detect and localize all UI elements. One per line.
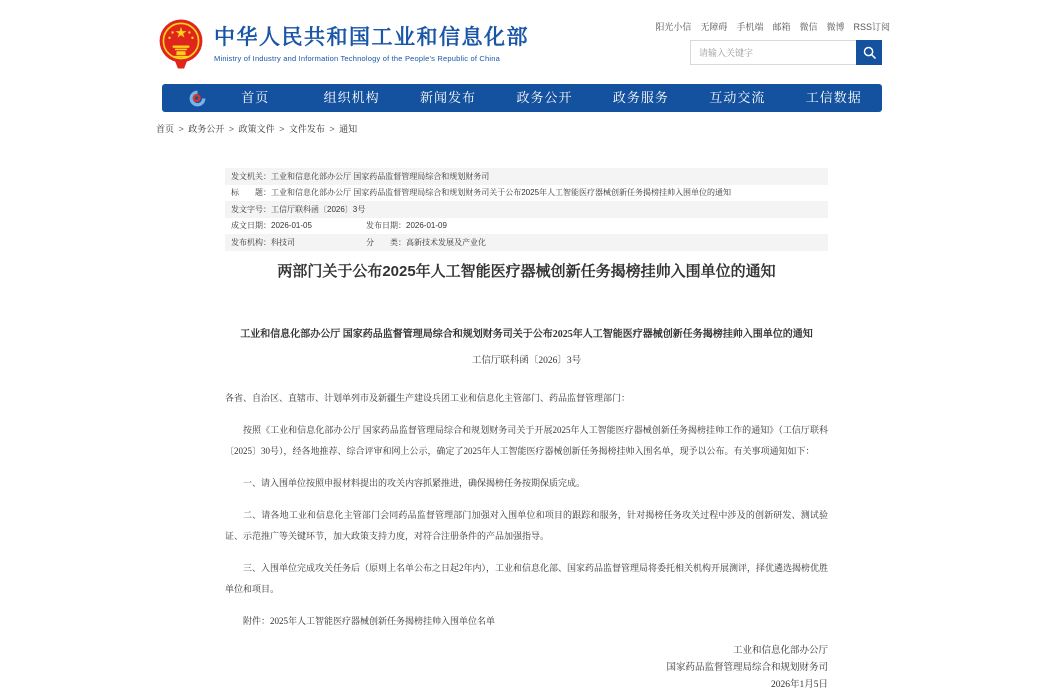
main-nav [162,84,882,112]
meta-table [225,168,828,251]
meta-row [225,234,828,251]
nav-item-4[interactable]: 政务公开 [516,90,573,105]
meta-cell [231,204,365,215]
search-bar [690,40,882,65]
article-paragraph-5: 三、入围单位完成攻关任务后（原则上名单公布之日起2年内），工业和信息化部、国家药品监督管理局将委托相关机构开展测评，择优遴选揭榜优胜单位和项目。 [225,563,829,594]
meta-cell [366,220,447,231]
meta-label: 成文日期： [231,221,271,231]
meta-value: 2026-01-05 [271,221,312,231]
utility-link-3[interactable]: 手机端 [736,22,764,32]
meta-label: 发文字号： [231,204,271,214]
utility-link-7[interactable]: RSS订阅 [853,22,890,32]
utility-link-1[interactable]: 阳光小信 [655,22,692,32]
utility-link-4[interactable]: 邮箱 [772,22,791,32]
breadcrumb-item-3[interactable]: 政策文件 [238,124,275,134]
nav-item-1[interactable]: 首页 [241,90,270,105]
nav-item-2[interactable]: 组织机构 [323,90,380,105]
article-paragraph-6: 附件：2025年人工智能医疗器械创新任务揭榜挂帅入围单位名单 [243,616,496,626]
utility-link-2[interactable]: 无障碍 [700,22,728,32]
meta-row [225,185,828,202]
article [225,258,828,689]
breadcrumb-item-2[interactable]: 政务公开 [188,124,225,134]
nav-item-6[interactable]: 互动交流 [709,90,766,105]
meta-row [225,201,828,218]
meta-value: 工信厅联科函〔2026〕3号 [271,204,366,214]
breadcrumb-item-5: 通知 [339,124,358,134]
signature-line-1: 工业和信息化部办公厅 [732,646,828,656]
breadcrumb-separator: > [326,124,338,134]
site-title: 中华人民共和国工业和信息化部 [214,26,529,49]
breadcrumb [156,122,357,135]
meta-value: 科技司 [271,237,295,247]
search-button[interactable] [856,40,882,65]
doc-number: 工信厅联科函〔2026〕3号 [471,356,582,366]
meta-value: 工业和信息化部办公厅 国家药品监督管理局综合和规划财务司 [271,171,490,181]
article-paragraph-3: 一、请入围单位按照申报材料提出的攻关内容抓紧推进，确保揭榜任务按期保质完成。 [243,478,586,488]
meta-row [225,168,828,185]
meta-label: 标 题： [231,188,271,198]
article-paragraph-2: 按照《工业和信息化部办公厅 国家药品监督管理局综合和规划财务司关于开展2025年人工智能医疗器械创新任务揭榜挂帅工作的通知》（工信厅联科〔2025〕30号），经各地推荐、综合评审和网上公示，确定了2025年人工智能医疗器械创新任务揭榜挂帅入围名单，现予以公布。有关事项通知如下： [225,425,828,456]
search-input[interactable] [690,40,856,65]
nav-item-7[interactable]: 工信数据 [805,90,862,105]
meta-value: 高新技术发展及产业化 [406,237,486,247]
meta-label: 发布机构： [231,237,271,247]
national-emblem-icon [158,18,204,70]
breadcrumb-separator: > [176,124,187,134]
utility-link-5[interactable]: 微信 [799,22,818,32]
nav-menu [207,84,882,112]
meta-cell [231,220,366,231]
meta-label: 发文机关： [231,171,271,181]
article-paragraph-4: 二、请各地工业和信息化主管部门会同药品监督管理部门加强对入围单位和项目的跟踪和服务，针对揭榜任务攻关过程中涉及的创新研发、测试验证、示范推广等关键环节，加大政策支持力度，对符合注册条件的产品加强指导。 [225,510,828,541]
meta-cell [231,187,731,198]
search-icon [863,46,876,59]
signature-block [225,643,828,689]
breadcrumb-item-4[interactable]: 文件发布 [288,124,325,134]
miit-logo-icon [188,89,207,108]
meta-cell [231,171,489,182]
article-paragraph-1: 各省、自治区、直辖市、计划单列市及新疆生产建设兵团工业和信息化主管部门、药品监督管理部门： [225,393,631,403]
meta-cell [231,237,366,248]
meta-row [225,218,828,235]
utility-bar [655,20,890,33]
site-logo[interactable] [158,18,529,70]
article-subtitle: 工业和信息化部办公厅 国家药品监督管理局综合和规划财务司关于公布2025年人工智能医疗器械创新任务揭榜挂帅入围单位的通知 [240,329,813,340]
site-subtitle: Ministry of Industry and Information Technology of the People's Republic of China [214,54,500,63]
breadcrumb-separator: > [226,124,237,134]
breadcrumb-item-1[interactable]: 首页 [156,124,175,134]
meta-cell [366,237,486,248]
signature-line-2: 国家药品监督管理局综合和规划财务司 [666,663,828,673]
nav-item-5[interactable]: 政务服务 [612,90,669,105]
meta-label: 分 类： [366,237,406,247]
meta-value: 2026-01-09 [406,221,447,231]
utility-links [655,20,890,33]
article-title: 两部门关于公布2025年人工智能医疗器械创新任务揭榜挂帅入围单位的通知 [277,263,776,280]
signature-line-3: 2026年1月5日 [770,680,828,689]
meta-value: 工业和信息化部办公厅 国家药品监督管理局综合和规划财务司关于公布2025年人工智能医疗器械创新任务揭榜挂帅入围单位的通知 [271,188,732,198]
nav-item-3[interactable]: 新闻发布 [420,90,477,105]
meta-label: 发布日期： [366,221,406,231]
article-body [225,388,828,632]
utility-link-6[interactable]: 微博 [826,22,845,32]
breadcrumb-separator: > [276,124,287,134]
